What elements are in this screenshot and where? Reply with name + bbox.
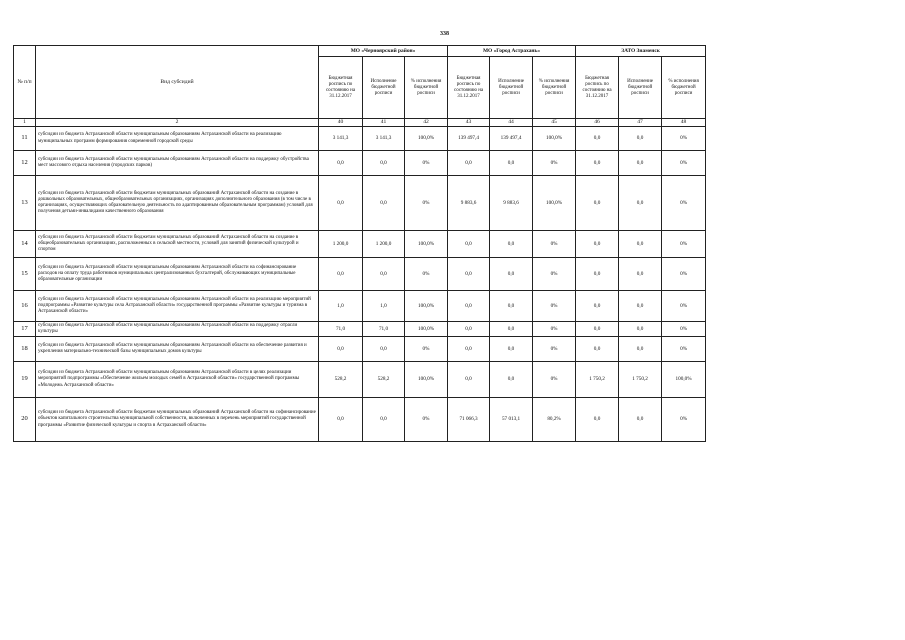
- value-cell: 0,0: [619, 176, 662, 231]
- value-cell: 0%: [533, 258, 576, 291]
- table-row: [14, 291, 706, 322]
- value-cell: 0,0: [448, 362, 490, 398]
- value-cell: 0,0: [490, 362, 533, 398]
- value-cell: 0,0: [576, 322, 619, 337]
- value-cell: 0,0: [619, 291, 662, 322]
- value-cell: 0,0: [576, 291, 619, 322]
- row-number: 20: [14, 398, 36, 442]
- value-cell: 1,0: [319, 291, 363, 322]
- value-cell: 0,0: [490, 258, 533, 291]
- row-number: 14: [14, 231, 36, 258]
- value-cell: 71 066,3: [448, 398, 490, 442]
- sub-col-header: Бюджетная роспись по состоянию на 31.12.2017: [319, 57, 363, 119]
- value-cell: 3 141,3: [319, 127, 363, 151]
- row-number: 19: [14, 362, 36, 398]
- value-cell: 0%: [662, 127, 706, 151]
- table-row: [14, 151, 706, 176]
- sub-col-header: % исполнения бюджетной росписи: [662, 57, 706, 119]
- value-cell: 0,0: [576, 151, 619, 176]
- value-cell: 0,0: [490, 322, 533, 337]
- value-cell: 1 750,2: [576, 362, 619, 398]
- row-number: 16: [14, 291, 36, 322]
- value-cell: 0,0: [619, 151, 662, 176]
- sub-col-header: % исполнения бюджетной росписи: [405, 57, 448, 119]
- value-cell: 0,0: [448, 231, 490, 258]
- value-cell: 0,0: [619, 127, 662, 151]
- value-cell: 0,0: [619, 322, 662, 337]
- value-cell: 100,0%: [405, 291, 448, 322]
- value-cell: 0%: [662, 176, 706, 231]
- row-number: 12: [14, 151, 36, 176]
- value-cell: 0%: [533, 231, 576, 258]
- table-row: [14, 127, 706, 151]
- value-cell: 100,0%: [533, 127, 576, 151]
- value-cell: 0,0: [619, 337, 662, 362]
- value-cell: 528,2: [363, 362, 405, 398]
- value-cell: 0,0: [490, 151, 533, 176]
- value-cell: 0,0: [448, 291, 490, 322]
- value-cell: 0,0: [490, 337, 533, 362]
- sub-col-header: Бюджетная роспись по состоянию на 31.12.2017: [448, 57, 490, 119]
- value-cell: 0,0: [576, 231, 619, 258]
- subsidy-description: субсидии из бюджета Астраханской области бюджетам муниципальных образований Астраханской области на создание в дошкольных образовательных, общеобразовательных организациях, организациях дополнительного образования (в том числе в организациях, осуществляющих образовательную деятельность по адаптированным образовательным программам) условий для получения детьми-инвалидами качественного образования: [36, 176, 319, 231]
- value-cell: 0%: [533, 337, 576, 362]
- column-number: 1: [14, 119, 36, 127]
- value-cell: 1 200,0: [363, 231, 405, 258]
- column-number: 45: [533, 119, 576, 127]
- col-type-header: Вид субсидий: [36, 46, 319, 119]
- value-cell: 0,0: [363, 398, 405, 442]
- value-cell: 0%: [405, 176, 448, 231]
- value-cell: 0%: [533, 151, 576, 176]
- table-row: [14, 322, 706, 337]
- value-cell: 100,0%: [533, 176, 576, 231]
- group-header-row: [14, 46, 706, 57]
- table-row: [14, 398, 706, 442]
- value-cell: 0,0: [448, 151, 490, 176]
- value-cell: 0,0: [448, 322, 490, 337]
- value-cell: 57 013,1: [490, 398, 533, 442]
- column-number: 41: [363, 119, 405, 127]
- value-cell: 0,0: [619, 398, 662, 442]
- value-cell: 0,0: [576, 127, 619, 151]
- table-row: [14, 231, 706, 258]
- value-cell: 0%: [662, 151, 706, 176]
- table-row: [14, 258, 706, 291]
- sub-col-header: Бюджетная роспись по состоянию на 31.12.2017: [576, 57, 619, 119]
- column-number: 44: [490, 119, 533, 127]
- value-cell: 1,0: [363, 291, 405, 322]
- value-cell: 0,0: [576, 398, 619, 442]
- value-cell: 0,0: [363, 337, 405, 362]
- value-cell: 1 750,2: [619, 362, 662, 398]
- value-cell: 0%: [662, 258, 706, 291]
- value-cell: 71,0: [363, 322, 405, 337]
- value-cell: 100,0%: [405, 362, 448, 398]
- column-number: 2: [36, 119, 319, 127]
- table-row: [14, 362, 706, 398]
- value-cell: 100,0%: [405, 127, 448, 151]
- subsidy-description: субсидии из бюджета Астраханской области муниципальным образованиям Астраханской области на поддержку обустройства мест массового отдыха населения (городских парков): [36, 151, 319, 176]
- value-cell: 0%: [405, 398, 448, 442]
- value-cell: 71,0: [319, 322, 363, 337]
- value-cell: 0,0: [490, 231, 533, 258]
- value-cell: 0%: [662, 398, 706, 442]
- value-cell: 0,0: [619, 231, 662, 258]
- value-cell: 1 200,0: [319, 231, 363, 258]
- row-number: 17: [14, 322, 36, 337]
- col-num-header: № п/п: [14, 46, 36, 119]
- table-row: [14, 176, 706, 231]
- sub-col-header: Исполнение бюджетной росписи: [490, 57, 533, 119]
- value-cell: 528,2: [319, 362, 363, 398]
- subsidy-description: субсидии из бюджета Астраханской области бюджетам муниципальных образований Астраханской области на создание в общеобразовательных организациях, расположенных в сельской местности, условий для занятий физической культурой и спортом: [36, 231, 319, 258]
- group-header-chernoyarsky: МО «Черноярский район»: [319, 46, 448, 57]
- value-cell: 0%: [405, 151, 448, 176]
- value-cell: 0,0: [576, 258, 619, 291]
- subsidy-description: субсидии из бюджета Астраханской области муниципальным образованиям Астраханской области на поддержку отрасли культуры: [36, 322, 319, 337]
- value-cell: 0%: [533, 322, 576, 337]
- value-cell: 0,0: [619, 258, 662, 291]
- value-cell: 9 883,6: [490, 176, 533, 231]
- value-cell: 0,0: [363, 176, 405, 231]
- value-cell: 0,0: [448, 337, 490, 362]
- column-number: 46: [576, 119, 619, 127]
- value-cell: 139 497,4: [490, 127, 533, 151]
- value-cell: 0,0: [319, 337, 363, 362]
- subsidy-description: субсидии из бюджета Астраханской области муниципальным образованиям Астраханской области на реализацию муниципальных программ формирования современной городской среды: [36, 127, 319, 151]
- sub-col-header: Исполнение бюджетной росписи: [619, 57, 662, 119]
- group-header-znamensk: ЗАТО Знаменск: [576, 46, 706, 57]
- subsidies-table: [13, 45, 706, 442]
- value-cell: 100,0%: [405, 231, 448, 258]
- value-cell: 0,0: [319, 176, 363, 231]
- subsidy-description: субсидии из бюджета Астраханской области муниципальным образованиям Астраханской области на обеспечение развития и укрепления материально-технической базы муниципальных домов культуры: [36, 337, 319, 362]
- value-cell: 0,0: [576, 337, 619, 362]
- value-cell: 0,0: [448, 258, 490, 291]
- value-cell: 0,0: [363, 151, 405, 176]
- column-number: 42: [405, 119, 448, 127]
- value-cell: 100,0%: [662, 362, 706, 398]
- value-cell: 0%: [662, 322, 706, 337]
- subsidy-description: субсидии из бюджета Астраханской области муниципальным образованиям Астраханской области на софинансирование расходов на оплату труда работников муниципальных централизованных бухгалтерий, обслуживающих муниципальные образовательные организации: [36, 258, 319, 291]
- value-cell: 9 883,6: [448, 176, 490, 231]
- row-number: 13: [14, 176, 36, 231]
- page-number: 338: [440, 31, 449, 37]
- column-number: 43: [448, 119, 490, 127]
- subsidy-description: субсидии из бюджета Астраханской области муниципальным образованиям Астраханской области в целях реализации мероприятий подпрограммы «Обеспечение жильем молодых семей в Астраханской области» государственной программы «Молодежь Астраханской области»: [36, 362, 319, 398]
- subsidy-description: субсидии из бюджета Астраханской области бюджетам муниципальных образований Астраханской области на софинансирование объектов капитального строительства муниципальной собственности, включенных в перечень мероприятий государственной программы «Развитие физической культуры и спорта в Астраханской области»: [36, 398, 319, 442]
- group-header-astrakhan: МО «Город Астрахань»: [448, 46, 576, 57]
- value-cell: 0%: [405, 258, 448, 291]
- column-number: 40: [319, 119, 363, 127]
- sub-col-header: Исполнение бюджетной росписи: [363, 57, 405, 119]
- value-cell: 3 141,3: [363, 127, 405, 151]
- value-cell: 100,0%: [405, 322, 448, 337]
- row-number: 18: [14, 337, 36, 362]
- value-cell: 0%: [533, 291, 576, 322]
- value-cell: 0%: [405, 337, 448, 362]
- sub-col-header: % исполнения бюджетной росписи: [533, 57, 576, 119]
- column-number: 48: [662, 119, 706, 127]
- row-number: 11: [14, 127, 36, 151]
- subsidy-description: субсидии из бюджета Астраханской области муниципальным образованиям Астраханской области на реализацию мероприятий подпрограммы «Развитие культуры села Астраханской области» государственной программы «Развитие культуры и туризма в Астраханской области»: [36, 291, 319, 322]
- table-row: [14, 337, 706, 362]
- value-cell: 0%: [662, 231, 706, 258]
- value-cell: 0,0: [319, 398, 363, 442]
- value-cell: 80,2%: [533, 398, 576, 442]
- value-cell: 139 497,4: [448, 127, 490, 151]
- value-cell: 0,0: [363, 258, 405, 291]
- column-number-row: [14, 119, 706, 127]
- row-number: 15: [14, 258, 36, 291]
- value-cell: 0%: [533, 362, 576, 398]
- value-cell: 0,0: [319, 258, 363, 291]
- value-cell: 0%: [662, 337, 706, 362]
- value-cell: 0,0: [319, 151, 363, 176]
- value-cell: 0%: [662, 291, 706, 322]
- column-number: 47: [619, 119, 662, 127]
- value-cell: 0,0: [576, 176, 619, 231]
- value-cell: 0,0: [490, 291, 533, 322]
